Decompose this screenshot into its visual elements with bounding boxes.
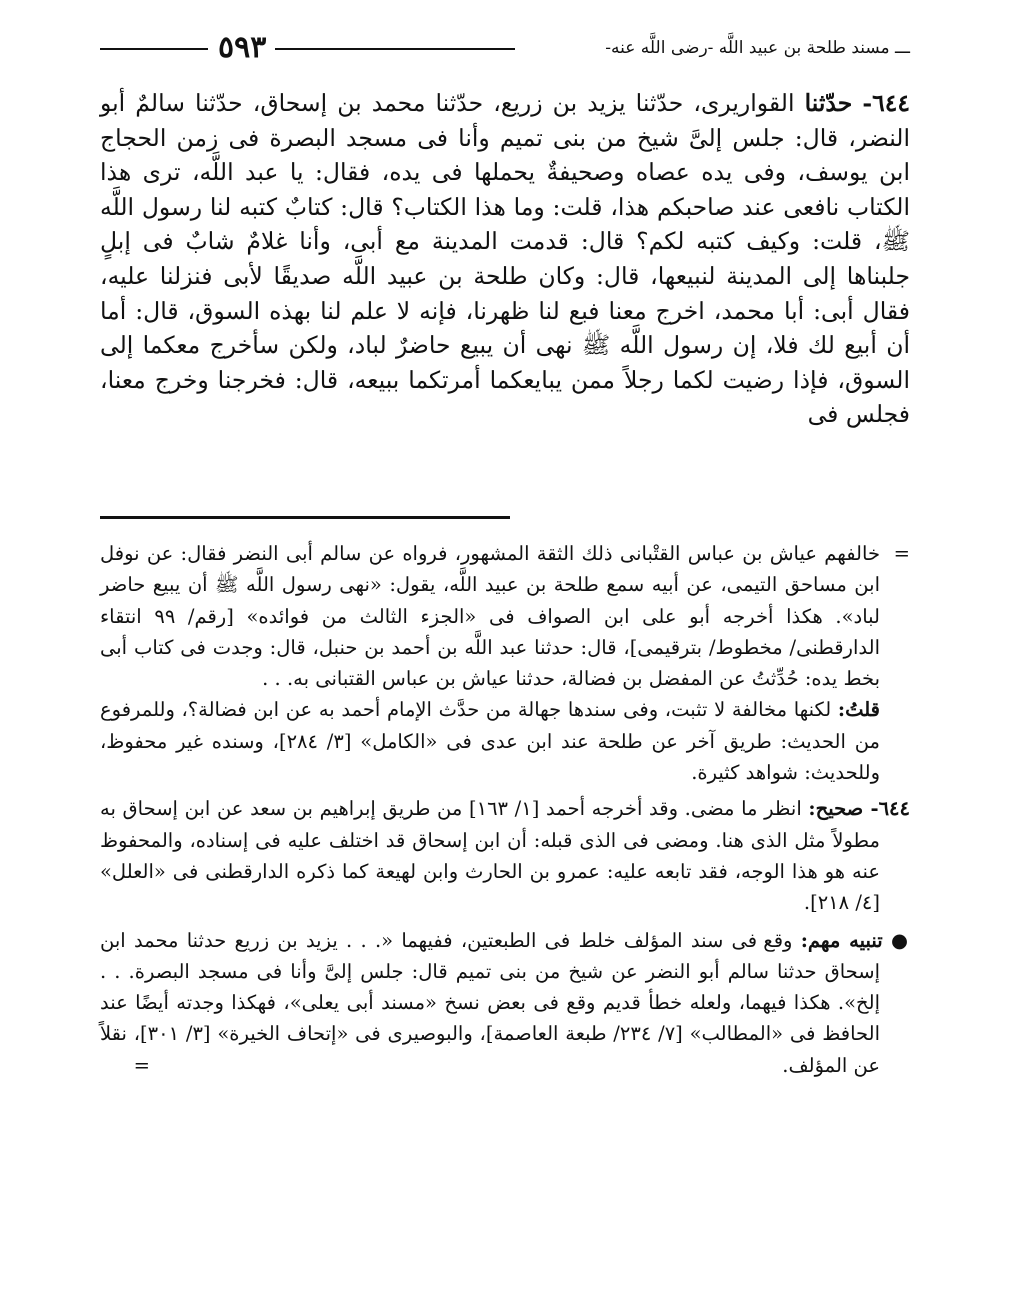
hadith-grading-text: انظر ما مضى. وقد أخرجه أحمد [١/ ١٦٣] من طريق إبراهيم بن سعد عن ابن إسحاق به مطولاً مثل الذى هنا. ومضى فى الذى قبله: أن ابن إسحاق قد اختلف عليه فى إسناده، والمحفوظ عنه هو هذا الوجه، فقد تابعه عليه: عمرو بن الحارث وابن لهيعة كما ذكره الدارقطنى فى «العلل» [٤/ ٢١٨].: [100, 797, 880, 915]
hadith-number: ٦٤٤-: [862, 89, 910, 117]
qultu-text: لكنها مخالفة لا تثبت، وفى سندها جهالة من حدَّث الإمام أحمد به عن ابن فضالة؟، وللمرفوع من الحديث: طريق آخر عن طلحة عند ابن عدى فى «الكامل» [٣/ ٢٨٤]، وسنده غير محفوظ، وللحديث: شواهد كثيرة.: [100, 698, 880, 785]
main-text: [100, 86, 910, 432]
tanbih-note: ● تنبيه مهم: وقع فى سند المؤلف خلط فى الطبعتين، ففيهما «. . . يزيد بن زريع حدثنا محمد ابن إسحاق حدثنا سالم أبو النضر عن شيخ من بنى تميم قال: جلس إلىَّ وأنا فى مسجد البصرة. . . إلخ». هكذا فيهما، ولعله خطأ قديم وقع فى بعض نسخ «مسند أبى يعلى»، فهكذا وجدته أيضًا عند الحافظ فى «المطالب» [٧/ ٢٣٤/ طبعة العاصمة]، والبوصيرى فى «إتحاف الخيرة» [٣/ ٣٠١]، نقلاً عن المؤلف. =: [100, 928, 911, 1077]
hadith-opening: حدّثنا: [804, 89, 853, 117]
hadith-text: القواريرى، حدّثنا يزيد بن زريع، حدّثنا محمد بن إسحاق، حدّثنا سالمٌ أبو النضر، قال: جلس إلىَّ شيخ من بنى تميم وأنا فى مسجد البصرة فى زمن الحجاج ابن يوسف، وفى يده عصاه وصحيفةٌ يحملها فى يده، فقال: يا عبد اللَّه، ترى هذا الكتاب نافعى عند صاحبكم هذا، قلت: وما هذا الكتاب؟ قال: كتابٌ كتبه لنا رسول اللَّه ﷺ، قلت: وكيف كتبه لكم؟ قال: قدمت المدينة مع أبى، وأنا غلامٌ شابٌ فى إبلٍ جلبناها إلى المدينة لنبيعها، قال: وكان طلحة بن عبيد اللَّه صديقًا لأبى فنزلنا عليه، فقال أبى: أبا محمد، اخرج معنا فبع لنا ظهرنا، فإنه لا علم لنا بهذه السوق، قال: أما أن أبيع لك فلا، إن رسول اللَّه ﷺ نهى أن يبيع حاضرٌ لباد، ولكن سأخرج معكما إلى السوق، فإذا رضيت لكما رجلاً ممن يبايعكما أمرتكما ببيعه، قال: فخرجنا وخرج معنا، فجلس فى: [100, 89, 910, 429]
page-header: [100, 28, 910, 68]
header-rule: [275, 48, 515, 50]
qultu-label: قلتُ:: [837, 698, 880, 722]
continuation-marker: =: [893, 542, 910, 565]
hadith-grading-note: [100, 793, 910, 918]
bullet-icon: ●: [890, 928, 911, 952]
hadith-paragraph: [100, 86, 910, 432]
hadith-grading-label: ٦٤٤- صحيح:: [808, 797, 910, 821]
tanbih-text: وقع فى سند المؤلف خلط فى الطبعتين، ففيهما «. . . يزيد بن زريع حدثنا محمد ابن إسحاق حدثنا سالم أبو النضر عن شيخ من بنى تميم قال: جلس إلىَّ وأنا فى مسجد البصرة. . . إلخ». هكذا فيهما، ولعله خطأ قديم وقع فى بعض نسخ «مسند أبى يعلى»، فهكذا وجدته أيضًا عند الحافظ فى «المطالب» [٧/ ٢٣٤/ طبعة العاصمة]، والبوصيرى فى «إتحاف الخيرة» [٣/ ٣٠١]، نقلاً عن المؤلف.: [100, 928, 880, 1077]
footnote-continuation: [100, 538, 910, 694]
tanbih-label: تنبيه مهم:: [800, 928, 883, 952]
qultu-note: [100, 694, 910, 788]
footnote-separator: [100, 516, 510, 519]
page-number: ٥٩٣: [218, 30, 267, 65]
running-title: ـــ مسند طلحة بن عبيد اللَّه -رضى اللَّه عنه-: [605, 38, 910, 58]
header-rule-short: [100, 48, 208, 50]
continuation-text: خالفهم عياش بن عباس القتْبانى ذلك الثقة المشهور، فرواه عن سالم أبى النضر فقال: عن نوفل ابن مساحق التيمى، عن أبيه سمع طلحة بن عبيد اللَّه، يقول: «نهى رسول اللَّه ﷺ أن يبيع حاضر لباد». هكذا أخرجه أبو على ابن الصواف فى «الجزء الثالث من فوائده» [رقم/ ٩٩ انتقاء الدارقطنى/ مخطوط/ بترقيمى]، قال: حدثنا عبد اللَّه بن أحمد بن حنبل، قال: وجدت فى كتاب أبى بخط يده: حُدِّثتُ عن المفضل بن فضالة، حدثنا عياش بن عباس القتبانى به. . .: [100, 542, 880, 691]
footnotes: [100, 538, 910, 1081]
